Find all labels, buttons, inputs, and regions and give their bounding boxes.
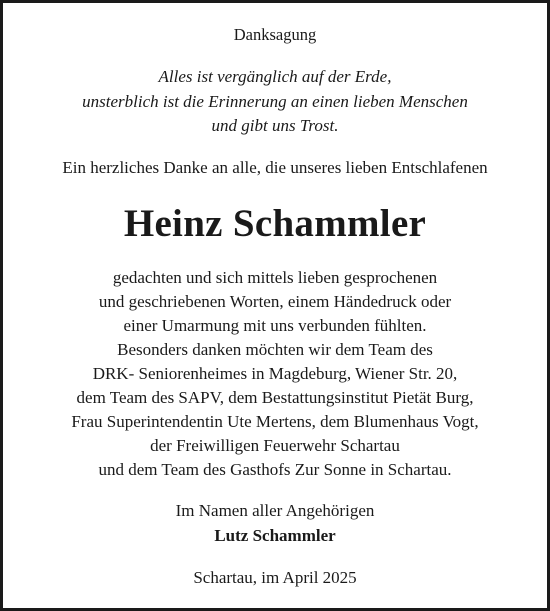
signer-name: Lutz Schammler <box>214 526 336 545</box>
verse-line: und gibt uns Trost. <box>211 116 339 135</box>
body-line: der Freiwilligen Feuerwehr Schartau <box>150 436 400 455</box>
verse-line: unsterblich ist die Erinnerung an einen lieben Menschen <box>82 92 468 111</box>
notice-heading: Danksagung <box>233 25 317 44</box>
body-line: Frau Superintendentin Ute Mertens, dem Blumenhaus Vogt, <box>71 412 479 431</box>
intro-text: Ein herzliches Danke an alle, die unseres lieben Entschlafenen <box>62 158 488 177</box>
closing-text: Im Namen aller Angehörigen <box>175 501 375 520</box>
place-date: Schartau, im April 2025 <box>193 568 357 587</box>
verse-line: Alles ist vergänglich auf der Erde, <box>158 67 392 86</box>
body-line: gedachten und sich mittels lieben gesprochenen <box>112 268 438 287</box>
body-line: und geschriebenen Worten, einem Händedruck oder <box>98 292 452 311</box>
body-line: einer Umarmung mit uns verbunden fühlten. <box>123 316 427 335</box>
deceased-name: Heinz Schammler <box>123 202 427 245</box>
body-line: DRK- Seniorenheimes in Magdeburg, Wiener Str. 20, <box>92 364 458 383</box>
body-line: dem Team des SAPV, dem Bestattungsinstitut Pietät Burg, <box>76 388 474 407</box>
body-line: und dem Team des Gasthofs Zur Sonne in Schartau. <box>98 460 452 479</box>
body-line: Besonders danken möchten wir dem Team des <box>117 340 433 359</box>
